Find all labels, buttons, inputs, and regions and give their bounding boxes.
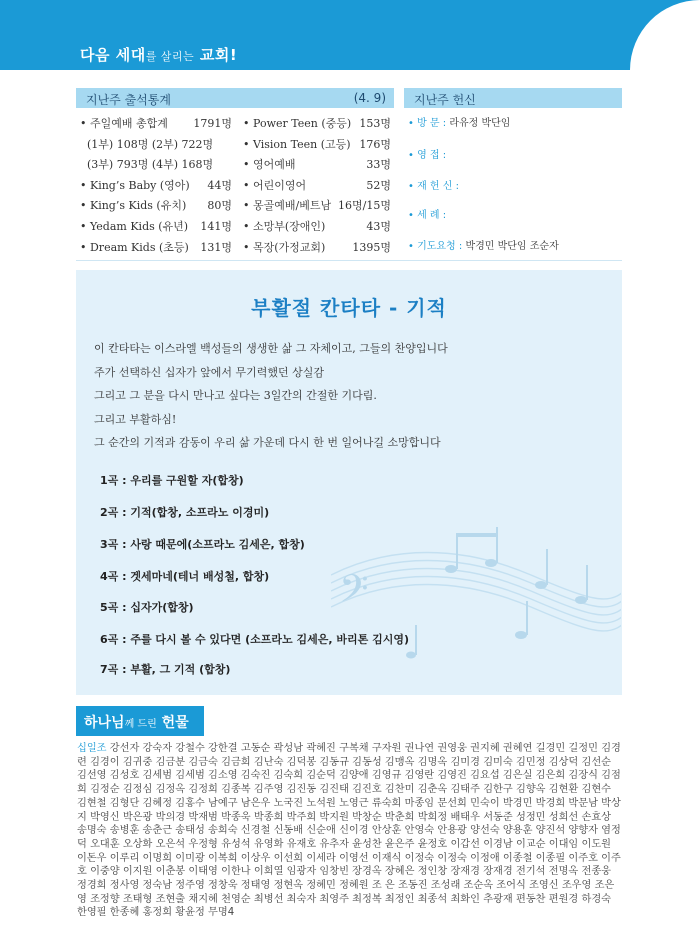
- attendance-row: • King’s Baby (영아) 44명: [80, 178, 232, 192]
- attendance-row: • 영어예배 33명: [243, 158, 391, 172]
- list-item: • 재 헌 신 :: [408, 181, 459, 192]
- list-item: • 방 문 : 라유정 박단임: [408, 118, 511, 129]
- attendance-row: • 어린이영어 52명: [243, 178, 391, 192]
- song-item: 7곡 : 부활, 그 기적 (합창): [100, 663, 231, 676]
- offering-header: [404, 88, 622, 108]
- cantata-title: 부활절 칸타타 - 기적: [251, 296, 447, 320]
- donor-names: 강선자 강숙자 강철수 강한결 고동순 곽성남 곽혜진 구복채 구자원 권나연 권영웅 권지혜 권혜연 길경민 길정민 김경련 김경이 김귀중 김금분 김금숙 김금희 김난숙 김덕봉 김동규 김동성 김맹옥 김명옥 김미경 김미숙 김민정 김상덕 김선순 김선영 김성호 김세범 김세범 김소영 김숙진 김숙희 김순덕 김양애 김영규 김영란 김영진 김요섭 김은실 김은희 김장식 김점희 김정순 김정심 김정옥 김정희 김종복 김주영 김진동 김진태 김진호 김찬미 김춘옥 김태주 김한구 김향옥 김현환 김현수 김현철 김형단 김혜정 김홍수 남예구 남은우 노국진 노석원 노영근 류숙희 마종임 문선희 민숙이 박경민 박경희 박문남 박상지 박영신 박은광 박의경 박재범 박종욱 박종희 박주희 박지원 박창순 박춘희 박희정 배태우 서동준 성정민 성희선 손효상 송명숙 송병훈 송춘근 송태성 송희숙 신경철 신동배 신순애 신이경 안상훈 안영숙 안용광 양선숙 양용훈 양진석 양향자 염정덕 오대훈 오상화 오은석 우정형 유성석 유영화 유재호 유추자 윤성찬 윤은주 윤정호 이갑선 이경남 이교순 이대임 이도원 이돈우 이루리 이명희 이미광 이복희 이상우 이선희 이세라 이영선 이재식 이정숙 이정숙 이정애 이종철 이종필 이주호 이주호 이중양 이지원 이춘봉 이태영 이한나 이희열 임광자 임창빈 장경옥 장혜은 정인창 장재경 장재경 전기석 전명옥 전종웅 정경희 정사영 정숙남 정주영 정창욱 정태영 정현옥 정혜민 정혜원 조 은 조동진 조성래 조순옥 조어식 조영신 조우영 조은영 조정향 조태형 조현출 채지혜 천영순 최병선 최숙자 최영주 최정복 최정인 최종석 최화인 추광재 편동찬 편원경 하경숙 한영필 한종혜 홍정희 황윤정 무명4: [77, 743, 621, 919]
- attendance-row: • King’s Kids (유치) 80명: [80, 199, 232, 213]
- offering-title: 지난주 헌신: [414, 93, 476, 107]
- attendance-row: (3부) 793명 (4부) 168명: [87, 158, 214, 172]
- song-item: 6곡 : 주를 다시 볼 수 있다면 (소프라노 김세은, 바리톤 김시영): [100, 633, 409, 646]
- song-item: 3곡 : 사랑 때문에(소프라노 김세은, 합창): [100, 538, 305, 551]
- page-title: [80, 44, 237, 65]
- cantata-panel: [76, 270, 622, 695]
- attendance-row: (1부) 108명 (2부) 722명: [87, 137, 214, 151]
- attendance-column-2: [243, 114, 391, 258]
- paragraph-line: 그리고 그 분을 다시 만나고 싶다는 3일간의 간절한 기다림.: [94, 389, 377, 402]
- list-item: • 영 접 :: [408, 150, 447, 161]
- gifts-header: [76, 706, 204, 736]
- song-item: 5곡 : 십자가(합창): [100, 601, 194, 614]
- song-item: 1곡 : 우리를 구원할 자(합창): [100, 474, 244, 487]
- song-item: 2곡 : 기적(합창, 소프라노 이경미): [100, 506, 270, 519]
- paragraph-line: 이 칸타타는 이스라엘 백성들의 생생한 삶 그 자체이고, 그들의 찬양입니다: [94, 342, 448, 355]
- title-end: 교회!: [194, 46, 238, 64]
- attendance-column-1: [80, 114, 232, 258]
- paragraph-line: 그리고 부활하심!: [94, 412, 177, 426]
- banner-curve: [630, 0, 700, 70]
- attendance-row: • 목장(가정교회) 1395명: [243, 240, 391, 254]
- attendance-row: • Vision Teen (고등) 176명: [243, 137, 391, 151]
- attendance-row: • 소망부(장애인) 43명: [243, 219, 391, 233]
- attendance-row: • Dream Kids (초등) 131명: [80, 240, 232, 254]
- attendance-row: • Power Teen (중등) 153명: [243, 117, 391, 130]
- attendance-title: 지난주 출석통계: [86, 93, 171, 107]
- svg-text:𝄢: 𝄢: [339, 566, 369, 620]
- attendance-date: (4. 9): [353, 91, 386, 105]
- attendance-header: [76, 88, 394, 108]
- list-item: • 기도요청 : 박경민 박단임 조순자: [408, 241, 559, 252]
- tithe-label: 십일조: [77, 743, 107, 754]
- gifts-name-list: [77, 742, 623, 920]
- divider: [76, 260, 622, 261]
- paragraph-line: 주가 선택하신 십자가 앞에서 무기력했던 상실감: [94, 365, 325, 379]
- title-main: 다음 세대: [80, 46, 146, 64]
- gifts-title: 하나님께 드린 헌물: [84, 715, 189, 731]
- cantata-description: [94, 340, 448, 458]
- attendance-row: • 몽골예배/베트남 16명/15명: [243, 199, 391, 213]
- attendance-row: • Yedam Kids (유년) 141명: [80, 219, 232, 233]
- paragraph-line: 그 순간의 기적과 감동이 우리 삶 가운데 다시 한 번 일어나길 소망합니다: [94, 436, 441, 449]
- song-item: 4곡 : 겟세마네(테너 배성철, 합창): [100, 570, 270, 583]
- list-item: • 세 례 :: [408, 210, 447, 221]
- title-small: 를 살리는: [145, 50, 195, 63]
- music-notes-decoration: [331, 505, 621, 695]
- attendance-row: • 주일예배 총합계 1791명: [80, 117, 232, 130]
